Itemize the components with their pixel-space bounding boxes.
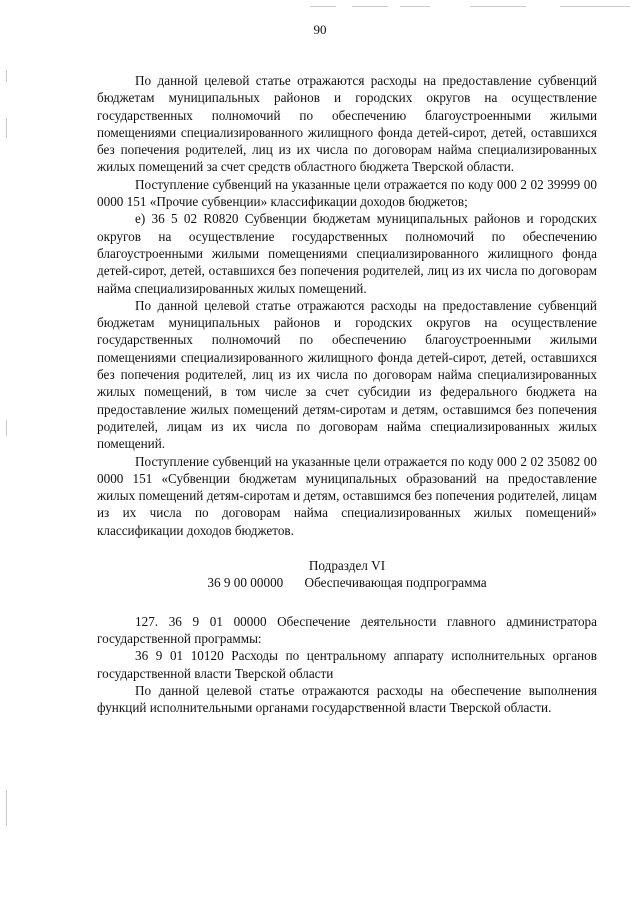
paragraph: Поступление субвенций на указанные цели отражается по коду 000 2 02 35082 00 0000 151 «Субвенции бюджетам муниципальных образований на предоставление жилых помещений детям-сиротам и детям, оставшимся без попечения родителей, лицам из их числа по договорам найма специализированных жилых помещений» классификации доходов бюджетов. — [97, 453, 597, 538]
paragraph: По данной целевой статье отражаются расходы на обеспечение выполнения функций исполнительными органами государственной власти Тверской области. — [97, 682, 597, 716]
scan-mark — [6, 118, 7, 138]
scan-mark — [6, 790, 7, 826]
document-body — [97, 72, 597, 716]
scan-mark — [6, 70, 7, 82]
subsection-name: Обеспечивающая подпрограмма — [304, 575, 487, 591]
scan-mark — [560, 6, 630, 7]
paragraph: По данной целевой статье отражаются расходы на предоставление субвенций бюджетам муниципальных районов и городских округов на осуществление государственных полномочий по обеспечению благоустроенными жилыми помещениями специализированного жилищного фонда детей-сирот, детей, оставшихся без попечения родителей, лиц из их числа по договорам найма специализированных жилых помещений за счет средств областного бюджета Тверской области. — [97, 73, 597, 175]
paragraph: Поступление субвенций на указанные цели отражается по коду 000 2 02 39999 00 0000 151 «Прочие субвенции» классификации доходов бюджетов; — [97, 176, 597, 210]
subsection-code: 36 9 00 00000 — [207, 575, 284, 591]
scan-mark — [310, 6, 336, 7]
scan-mark — [470, 6, 526, 7]
paragraph: е) 36 5 02 R0820 Субвенции бюджетам муниципальных районов и городских округов на осуществление государственных полномочий по обеспечению благоустроенными жилыми помещениями специализированного жилищного фонда детей-сирот, детей, оставшихся без попечения родителей, лиц из их числа по договорам найма специализированных жилых помещений. — [97, 211, 597, 296]
page-number: 90 — [313, 22, 327, 37]
subsection-title: Подраздел VI — [308, 558, 386, 574]
paragraph: 127. 36 9 01 00000 Обеспечение деятельности главного администратора государственной программы: — [97, 613, 597, 646]
paragraph: 36 9 01 10120 Расходы по центральному аппарату исполнительных органов государственной власти Тверской области — [97, 648, 597, 681]
scan-mark — [400, 6, 430, 7]
paragraph: По данной целевой статье отражаются расходы на предоставление субвенций бюджетам муниципальных районов и городских округов на осуществление государственных полномочий по обеспечению благоустроенными жилыми помещениями специализированного жилищного фонда детей-сирот, детей, оставшихся без попечения родителей, лиц из их числа по договорам найма специализированных жилых помещений, в том числе за счет субсидии из федерального бюджета на предоставление жилых помещений детям-сиротам и детям, оставшимся без попечения родителей, лицам из их числа по договорам найма специализированных жилых помещений. — [97, 297, 597, 452]
scan-mark — [352, 6, 388, 7]
subsection-subheading — [97, 574, 597, 591]
scan-mark — [6, 420, 7, 436]
